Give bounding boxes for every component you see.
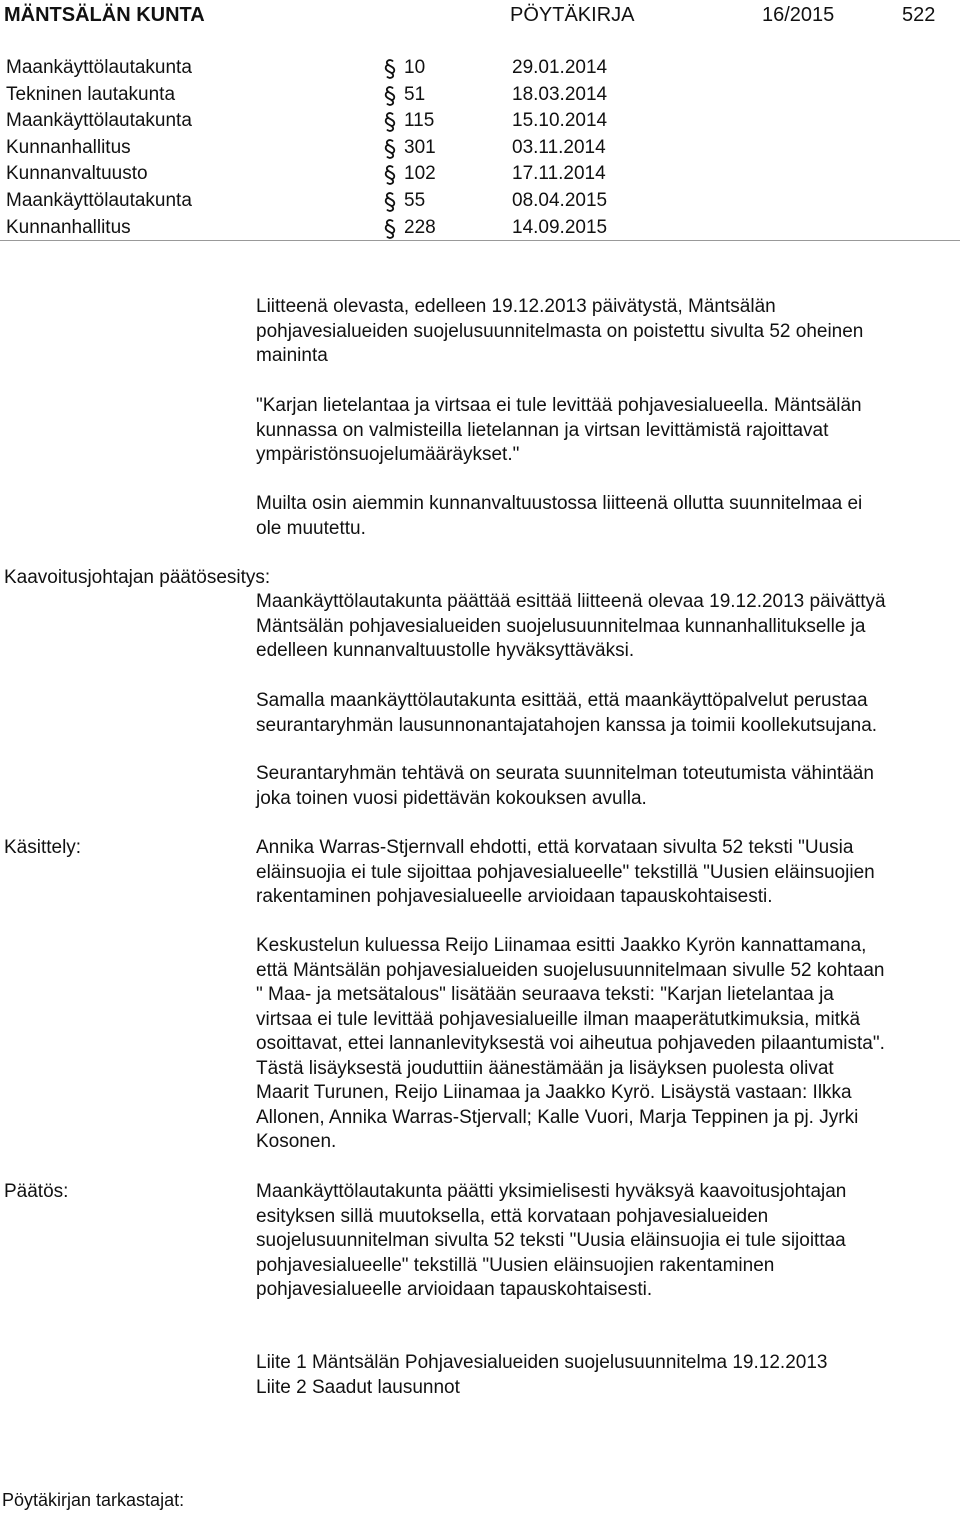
text-line: Tästä lisäyksestä jouduttiin äänestämään ja lisäyksen puolesta olivat (256, 1057, 834, 1079)
footer-label: Pöytäkirjan tarkastajat: (2, 1490, 185, 1510)
history-section: 115 (404, 110, 435, 132)
proposal-paragraph-2 (256, 689, 956, 738)
decision-label: Päätös: (4, 1181, 69, 1202)
history-row (0, 56, 960, 83)
section-sign-icon (380, 58, 400, 80)
text-line: pohjavesialueelle" tekstillä "Uusien eläinsuojien rakentaminen (256, 1254, 775, 1276)
proposal-paragraph-3 (256, 762, 956, 811)
history-section: 228 (404, 216, 436, 238)
history-body: Maankäyttölautakunta (6, 189, 192, 211)
text-line: Maarit Turunen, Reijo Liinamaa ja Jaakko Kyrö. Lisäystä vastaan: Ilkka (256, 1082, 852, 1103)
text-line: osoittavat, ettei lannanlevityksestä voi aiheutua pohjaveden pilaantumista". (256, 1033, 885, 1054)
section-sign-icon (380, 164, 400, 186)
history-row (0, 189, 960, 216)
text-line: Kosonen. (256, 1131, 337, 1152)
history-body: Kunnanhallitus (6, 216, 131, 238)
section-sign-icon (380, 191, 400, 213)
decision-paragraph (256, 1180, 956, 1303)
text-line: että Mäntsälän pohjavesialueiden suojelusuunnitelmaan sivulle 52 kohtaan (256, 959, 885, 981)
text-line: Samalla maankäyttölautakunta esittää, että maankäyttöpalvelut perustaa (256, 690, 868, 711)
text-line: Maankäyttölautakunta päätti yksimielisesti hyväksyä kaavoitusjohtajan (256, 1181, 847, 1202)
section-sign-icon (380, 85, 400, 107)
history-date: 17.11.2014 (512, 163, 606, 185)
history-row (0, 109, 960, 136)
history-body: Tekninen lautakunta (6, 83, 176, 105)
text-line: joka toinen vuosi pidettävän kokouksen avulla. (256, 787, 647, 809)
text-line: kunnassa on valmisteilla lietelannan ja virtsan levittämistä rajoittavat (256, 419, 829, 441)
history-divider (0, 240, 960, 241)
history-body: Maankäyttölautakunta (6, 57, 192, 78)
document-number: 16/2015 (762, 4, 835, 26)
handling-history (0, 56, 960, 242)
page-number: 522 (902, 4, 936, 26)
attachments-list (256, 1351, 956, 1400)
history-body: Maankäyttölautakunta (6, 110, 192, 132)
text-line: pohjavesialueiden suojelusuunnitelmasta on poistettu sivulta 52 oheinen (256, 320, 864, 342)
history-section: 55 (404, 189, 426, 211)
text-line: maininta (256, 345, 328, 366)
history-body: Kunnanhallitus (6, 136, 131, 158)
history-date: 15.10.2014 (512, 110, 608, 132)
attachment-item: Liite 2 Saadut lausunnot (256, 1376, 460, 1398)
text-line: pohjavesialueelle arvioidaan tapauskohtaisesti. (256, 1279, 653, 1300)
history-date: 14.09.2015 (512, 216, 608, 238)
history-date: 03.11.2014 (512, 136, 606, 158)
handling-paragraph-2 (256, 934, 956, 1155)
text-line: Keskustelun kuluessa Reijo Liinamaa esitti Jaakko Kyrön kannattamana, (256, 935, 867, 956)
history-row (0, 83, 960, 110)
text-line: ole muutettu. (256, 517, 366, 539)
history-section: 102 (404, 163, 436, 185)
intro-paragraph (256, 295, 956, 369)
text-line: Liitteenä olevasta, edelleen 19.12.2013 päivätystä, Mäntsälän (256, 296, 776, 317)
text-line: ympäristönsuojelumääräykset." (256, 444, 520, 465)
text-line: Mäntsälän pohjavesialueiden suojelusuunnitelmaa kunnanhallitukselle ja (256, 615, 866, 637)
section-sign-icon (380, 138, 400, 160)
text-line: " Maa- ja metsätalous" lisätään seuraava teksti: "Karjan lietelantaa ja (256, 984, 834, 1005)
history-section: 301 (404, 136, 436, 158)
history-body: Kunnanvaltuusto (6, 163, 148, 185)
history-section: 10 (404, 57, 426, 78)
document-type: PÖYTÄKIRJA (510, 4, 635, 26)
text-line: virtsaa ei tule levittää pohjavesialueille ilman maaperätutkimuksia, mitkä (256, 1008, 861, 1030)
page-header (0, 0, 960, 32)
history-row (0, 216, 960, 243)
text-line: rakentaminen pohjavesialueelle arvioidaan tapauskohtaisesti. (256, 886, 773, 907)
handling-paragraph-1 (256, 836, 956, 910)
history-date: 29.01.2014 (512, 57, 608, 78)
section-sign-icon (380, 218, 400, 240)
attachment-item: Liite 1 Mäntsälän Pohjavesialueiden suojelusuunnitelma 19.12.2013 (256, 1352, 828, 1373)
history-date: 18.03.2014 (512, 83, 608, 105)
text-line: Muilta osin aiemmin kunnanvaltuustossa liitteenä ollutta suunnitelmaa ei (256, 493, 863, 514)
proposal-label: Kaavoitusjohtajan päätösesitys: (4, 567, 271, 588)
text-line: Seurantaryhmän tehtävä on seurata suunnitelman toteutumista vähintään (256, 763, 874, 784)
text-line: eläinsuojia ei tule sijoittaa pohjavesialueelle" tekstillä "Uusien eläinsuojien (256, 861, 875, 883)
section-sign-icon (380, 111, 400, 133)
text-line: Annika Warras-Stjernvall ehdotti, että korvataan sivulta 52 teksti "Uusia (256, 837, 854, 858)
text-line: Maankäyttölautakunta päättää esittää liitteenä olevaa 19.12.2013 päivättyä (256, 591, 886, 612)
text-line: Allonen, Annika Warras-Stjervall; Kalle Vuori, Marja Teppinen ja pj. Jyrki (256, 1106, 859, 1128)
text-line: suojelusuunnitelman sivulta 52 teksti "Uusia eläinsuojia ei tule sijoittaa (256, 1230, 846, 1251)
text-line: edelleen kunnanvaltuustolle hyväksyttäväksi. (256, 640, 635, 661)
handling-label: Käsittely: (4, 837, 82, 858)
quote-paragraph (256, 394, 956, 468)
proposal-paragraph-1 (256, 590, 956, 664)
history-row (0, 162, 960, 189)
history-section: 51 (404, 83, 426, 105)
history-row (0, 136, 960, 163)
municipality-name: MÄNTSÄLÄN KUNTA (4, 4, 205, 26)
text-line: seurantaryhmän lausunnonantajatahojen kanssa ja toimii koollekutsujana. (256, 714, 878, 736)
other-paragraph (256, 492, 956, 541)
text-line: "Karjan lietelantaa ja virtsaa ei tule levittää pohjavesialueella. Mäntsälän (256, 395, 862, 416)
text-line: esityksen sillä muutoksella, että korvataan pohjavesialueiden (256, 1205, 769, 1227)
history-date: 08.04.2015 (512, 189, 608, 211)
